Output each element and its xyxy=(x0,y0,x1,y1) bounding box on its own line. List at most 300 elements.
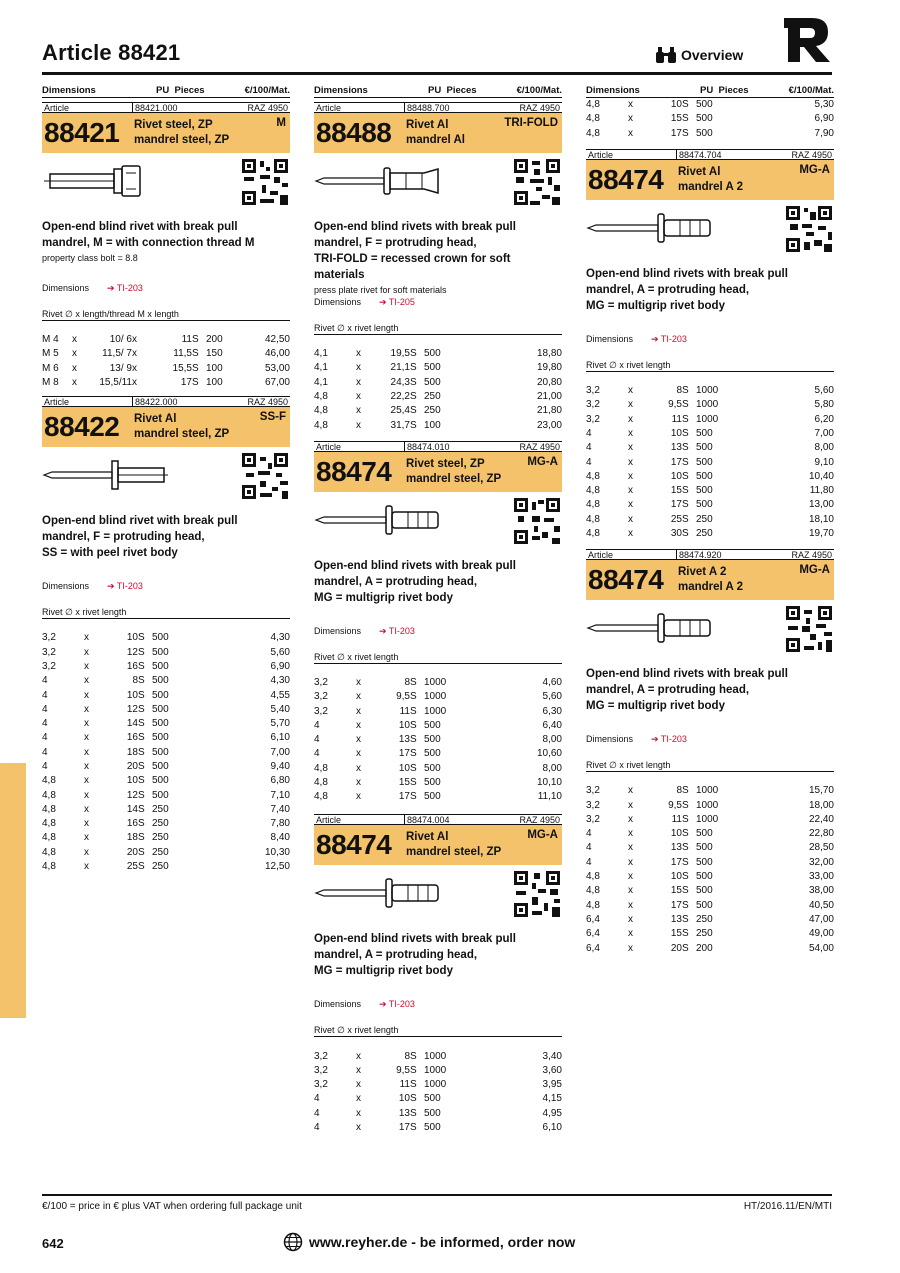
table-cell: 500 xyxy=(696,99,713,111)
table-cell: 4,8 xyxy=(314,777,328,788)
table-cell: 4,8 xyxy=(314,419,328,431)
table-cell: 7,80 xyxy=(270,818,290,830)
table-cell: 4 xyxy=(42,732,48,744)
table-cell: S xyxy=(682,928,689,940)
ti-link[interactable]: ➔ TI-203 xyxy=(379,625,415,636)
table-cell: 8,40 xyxy=(270,832,290,844)
table-row xyxy=(314,762,562,776)
table-cell: S xyxy=(410,1107,417,1119)
table-cell: S xyxy=(138,832,145,844)
table-cell: 4,8 xyxy=(42,832,56,844)
table-cell: x xyxy=(84,675,89,687)
article-number: 88488 xyxy=(316,117,392,148)
table-cell: 3,2 xyxy=(586,413,600,425)
ti-link[interactable]: ➔ TI-203 xyxy=(651,333,687,344)
table-cell: S xyxy=(138,761,145,772)
table-cell: 11,5/ 7 xyxy=(102,348,132,360)
table-cell: x xyxy=(628,913,633,925)
table-cell: 5,80 xyxy=(814,399,834,411)
table-cell: 500 xyxy=(424,1122,441,1134)
table-cell: S xyxy=(138,718,145,730)
table-cell: S xyxy=(682,442,689,454)
table-cell: 4 xyxy=(586,427,592,439)
table-cell: 32,00 xyxy=(808,856,834,868)
table-row xyxy=(586,884,834,898)
article-band: 88474 Rivet Al mandrel A 2 MG-A xyxy=(586,160,834,200)
table-row xyxy=(586,484,834,498)
column-1 xyxy=(42,84,290,874)
table-cell: S xyxy=(682,799,689,811)
table-cell: 11 xyxy=(399,705,410,717)
table-cell: 4,8 xyxy=(586,470,600,482)
article-number: 88421 xyxy=(44,117,120,148)
table-cell: x xyxy=(628,413,633,425)
table-cell: x xyxy=(356,719,361,731)
table-cell: 500 xyxy=(696,127,713,139)
table-cell: 10/ 6 xyxy=(109,334,132,346)
article-code: MG-A xyxy=(799,564,830,577)
table-cell: 4,30 xyxy=(270,632,290,644)
qr-code-icon xyxy=(786,206,832,252)
table-cell: 15,5 xyxy=(172,362,192,374)
table-cell: 500 xyxy=(424,734,441,746)
table-cell: 8,00 xyxy=(542,734,562,746)
table-cell: x xyxy=(628,99,633,111)
column-header: Dimensions PU Pieces €/100/Mat. xyxy=(314,85,562,96)
table-row xyxy=(586,941,834,955)
table-cell: S xyxy=(682,399,689,411)
table-cell: 31,7 xyxy=(390,419,410,431)
multigrip-rivet-icon xyxy=(586,208,726,248)
table-row xyxy=(586,527,834,541)
table-cell: x xyxy=(84,746,89,758)
table-cell: 3,95 xyxy=(542,1079,562,1091)
table-cell: S xyxy=(682,856,689,868)
article-line: Article 88421.000 RAZ 4950 xyxy=(44,103,288,113)
table-cell: 3,2 xyxy=(314,705,328,717)
table-cell: 3,2 xyxy=(314,691,328,703)
table-cell: S xyxy=(410,391,417,403)
table-cell: 4,1 xyxy=(314,362,328,374)
table-cell: S xyxy=(410,1079,417,1091)
table-cell: 47,00 xyxy=(808,913,834,925)
table-cell: 4 xyxy=(586,442,592,454)
table-cell: S xyxy=(192,362,199,374)
table-cell: 3,2 xyxy=(314,676,328,688)
overview-link[interactable] xyxy=(655,47,743,63)
table-cell: 8 xyxy=(404,1050,410,1062)
table-subheader: Rivet ∅ x rivet length xyxy=(314,1025,562,1037)
article-band: 88474 Rivet Al mandrel steel, ZP MG-A xyxy=(314,825,562,865)
table-row xyxy=(42,631,290,645)
table-cell: 18 xyxy=(126,746,138,758)
table-cell: 500 xyxy=(424,719,441,731)
table-cell: 250 xyxy=(152,803,169,815)
table-cell: 9,5 xyxy=(668,399,682,411)
table-row xyxy=(42,376,290,390)
table-cell: 500 xyxy=(152,775,169,787)
table-cell: 11 xyxy=(671,813,682,825)
table-cell: 250 xyxy=(696,528,713,539)
table-row xyxy=(42,333,290,347)
table-cell: 7,00 xyxy=(814,427,834,439)
table-cell: S xyxy=(138,846,145,858)
table-cell: S xyxy=(682,427,689,439)
table-cell: 5,40 xyxy=(270,703,290,715)
table-cell: 4 xyxy=(314,719,320,731)
table-cell: 11 xyxy=(399,1079,410,1091)
table-cell: S xyxy=(682,842,689,854)
table-cell: 21,1 xyxy=(390,362,410,374)
table-cell: x xyxy=(628,942,633,954)
table-row xyxy=(42,760,290,774)
table-cell: 500 xyxy=(696,427,713,439)
table-row xyxy=(586,470,834,484)
table-cell: 5,60 xyxy=(542,691,562,703)
table-cell: S xyxy=(138,818,145,830)
table-cell: S xyxy=(138,660,145,672)
table-cell: S xyxy=(410,1093,417,1105)
table-cell: S xyxy=(410,362,417,374)
table-cell: S xyxy=(410,791,417,803)
article-line: Article 88474.920 RAZ 4950 xyxy=(588,550,832,561)
table-cell: 12 xyxy=(126,703,138,715)
table-cell: 11,5 xyxy=(173,348,192,360)
table-cell: x xyxy=(72,377,77,389)
table-cell: S xyxy=(410,376,417,388)
table-cell: 4 xyxy=(314,748,320,760)
table-cell: x xyxy=(628,856,633,868)
threaded-rivet-icon xyxy=(42,161,172,201)
table-row xyxy=(42,774,290,788)
article-band: 88474 Rivet A 2 mandrel A 2 MG-A xyxy=(586,560,834,600)
table-cell: 250 xyxy=(696,513,713,525)
table-cell: 54,00 xyxy=(808,942,834,954)
article-block-88421 xyxy=(42,102,290,390)
table-cell: 22,40 xyxy=(808,813,834,825)
table-cell: 500 xyxy=(696,499,713,511)
article-block-88422 xyxy=(42,396,290,874)
table-cell: 6,80 xyxy=(270,775,290,787)
product-description: Open-end blind rivet with break pull mandrel, M = with connection thread M xyxy=(42,221,255,249)
table-cell: 22,2 xyxy=(390,391,410,403)
table-row xyxy=(314,1049,562,1063)
table-cell: S xyxy=(682,871,689,883)
table-cell: 13,00 xyxy=(808,499,834,511)
table-cell: x xyxy=(84,703,89,715)
dimensions-ref: Dimensions ➔ TI-203 xyxy=(314,625,415,636)
table-cell: 6,10 xyxy=(270,732,290,744)
table-cell: x xyxy=(356,748,361,760)
table-cell: x xyxy=(132,377,137,389)
table-cell: 4,1 xyxy=(314,348,328,360)
table-cell: 6,10 xyxy=(542,1122,562,1134)
table-cell: 500 xyxy=(152,660,169,672)
table-cell: S xyxy=(682,528,689,539)
table-cell: x xyxy=(628,528,633,539)
table-cell: x xyxy=(84,689,89,701)
table-cell: 500 xyxy=(152,732,169,744)
table-cell: 10,40 xyxy=(808,470,834,482)
table-cell: 5,60 xyxy=(814,385,834,397)
table-row xyxy=(586,927,834,941)
table-cell: 4,8 xyxy=(314,391,328,403)
table-cell: 250 xyxy=(152,846,169,858)
table-row xyxy=(314,1107,562,1121)
table-cell: S xyxy=(138,803,145,815)
table-cell: 42,50 xyxy=(264,334,290,346)
table-cell: x xyxy=(628,828,633,840)
table-row xyxy=(586,827,834,841)
table-row xyxy=(42,717,290,731)
table-cell: 14 xyxy=(126,803,138,815)
table-cell: 4 xyxy=(42,689,48,701)
table-row xyxy=(314,790,562,804)
article-block-88488 xyxy=(314,102,562,433)
table-cell: x xyxy=(84,660,89,672)
table-cell: 500 xyxy=(696,456,713,468)
table-subheader: Rivet ∅ x rivet length xyxy=(314,323,562,335)
table-cell: 11 xyxy=(671,413,682,425)
table-row xyxy=(42,803,290,817)
table-cell: S xyxy=(682,413,689,425)
table-cell: 10,60 xyxy=(536,748,562,760)
table-cell: 18,00 xyxy=(808,799,834,811)
table-cell: 9,5 xyxy=(396,691,410,703)
table-cell: S xyxy=(138,789,145,801)
table-cell: x xyxy=(132,362,137,374)
product-figure xyxy=(586,200,834,258)
qr-code-icon xyxy=(786,606,832,652)
table-cell: 4,8 xyxy=(586,885,600,897)
table-cell: x xyxy=(356,691,361,703)
table-cell: 12 xyxy=(126,646,138,658)
article-band: 88422 Rivet Al mandrel steel, ZP SS-F xyxy=(42,407,290,447)
table-cell: S xyxy=(682,913,689,925)
table-cell: 18,80 xyxy=(536,348,562,360)
table-cell: 20,80 xyxy=(536,376,562,388)
table-cell: 4,30 xyxy=(270,675,290,687)
table-cell: S xyxy=(410,777,417,788)
table-cell: 4,8 xyxy=(42,861,56,873)
table-cell: 500 xyxy=(424,1093,441,1105)
column-header: Dimensions PU Pieces €/100/Mat. xyxy=(586,85,834,96)
table-cell: S xyxy=(682,99,689,111)
table-cell: 33,00 xyxy=(808,871,834,883)
table-cell: x xyxy=(628,485,633,497)
table-cell: 46,00 xyxy=(264,348,290,360)
table-cell: 500 xyxy=(696,856,713,868)
table-cell: 15 xyxy=(670,485,682,497)
table-cell: 15 xyxy=(670,885,682,897)
table-cell: x xyxy=(356,348,361,360)
table-cell: S xyxy=(192,377,199,389)
table-cell: S xyxy=(138,861,145,873)
table-cell: M 4 xyxy=(42,334,59,346)
article-line: Article 88488.700 RAZ 4950 xyxy=(316,103,560,113)
table-cell: 4,8 xyxy=(586,871,600,883)
table-cell: M 5 xyxy=(42,348,59,360)
table-row xyxy=(42,731,290,745)
ti-link[interactable]: ➔ TI-203 xyxy=(379,999,415,1010)
table-cell: 4 xyxy=(586,456,592,468)
table-cell: 17 xyxy=(180,377,192,389)
table-cell: 4 xyxy=(586,842,592,854)
table-cell: x xyxy=(84,789,89,801)
table-cell: x xyxy=(84,632,89,644)
multigrip-rivet-icon xyxy=(314,500,454,540)
table-cell: 8 xyxy=(132,675,138,687)
ti-link[interactable]: ➔ TI-203 xyxy=(107,283,143,293)
table-cell: 3,40 xyxy=(542,1050,562,1062)
table-cell: 19,70 xyxy=(808,528,834,539)
table-cell: 38,00 xyxy=(808,885,834,897)
table-cell: x xyxy=(628,513,633,525)
table-row xyxy=(42,746,290,760)
table-cell: 500 xyxy=(696,899,713,911)
table-cell: x xyxy=(132,334,137,346)
table-cell: 1000 xyxy=(696,813,719,825)
price-table xyxy=(586,784,834,956)
table-cell: 10 xyxy=(398,1093,410,1105)
table-cell: 4,8 xyxy=(586,528,600,539)
table-row xyxy=(586,913,834,927)
table-row xyxy=(314,1078,562,1092)
table-cell: 9,5 xyxy=(668,799,682,811)
table-cell: 500 xyxy=(696,442,713,454)
table-cell: x xyxy=(628,127,633,139)
table-cell: S xyxy=(410,405,417,417)
table-cell: S xyxy=(682,899,689,911)
table-cell: 16 xyxy=(126,818,138,830)
table-cell: 3,2 xyxy=(586,799,600,811)
table-cell: 1000 xyxy=(424,1064,447,1076)
table-cell: S xyxy=(192,334,199,346)
article-block-88474-010 xyxy=(314,441,562,805)
table-cell: 10 xyxy=(670,470,682,482)
table-cell: 3,2 xyxy=(314,1064,328,1076)
table-cell: 17 xyxy=(398,748,410,760)
footer-rule xyxy=(42,1194,832,1196)
table-cell: 18 xyxy=(126,832,138,844)
dimensions-ref: Dimensions ➔ TI-203 xyxy=(42,581,143,592)
table-cell: 8 xyxy=(676,785,682,797)
table-cell: S xyxy=(682,127,689,139)
product-description: Open-end blind rivets with break pull mandrel, A = protruding head, MG = multigrip rivet body xyxy=(314,559,516,604)
table-cell: 500 xyxy=(696,871,713,883)
table-row xyxy=(586,798,834,812)
article-number: 88474 xyxy=(316,455,392,487)
table-cell: 500 xyxy=(152,761,169,772)
table-cell: 28,50 xyxy=(808,842,834,854)
table-row xyxy=(42,788,290,802)
table-cell: S xyxy=(138,689,145,701)
table-cell: x xyxy=(356,1064,361,1076)
table-cell: 10 xyxy=(670,871,682,883)
table-cell: 500 xyxy=(424,348,441,360)
table-cell: 1000 xyxy=(424,1079,447,1091)
table-cell: x xyxy=(628,885,633,897)
table-cell: 17 xyxy=(670,456,682,468)
table-cell: 5,70 xyxy=(270,718,290,730)
table-cell: 500 xyxy=(424,362,441,374)
table-cell: 10 xyxy=(398,719,410,731)
dimensions-ref: Dimensions ➔ TI-203 xyxy=(586,734,687,745)
article-band: 88421 Rivet steel, ZP mandrel steel, ZP M xyxy=(42,113,290,153)
table-cell: 500 xyxy=(152,689,169,701)
table-cell: x xyxy=(84,803,89,815)
trifold-rivet-icon xyxy=(314,161,454,201)
table-cell: S xyxy=(682,485,689,497)
table-cell: 9,10 xyxy=(814,456,834,468)
table-cell: S xyxy=(682,113,689,125)
table-cell: 15,5/11 xyxy=(99,377,132,389)
ti-link[interactable]: ➔ TI-203 xyxy=(651,734,687,745)
table-cell: 500 xyxy=(152,675,169,687)
price-table xyxy=(586,384,834,541)
table-cell: x xyxy=(84,818,89,830)
binoculars-icon xyxy=(655,47,677,63)
table-cell: 10 xyxy=(126,775,138,787)
table-cell: 500 xyxy=(152,703,169,715)
table-cell: 4 xyxy=(314,734,320,746)
table-cell: x xyxy=(356,1050,361,1062)
table-cell: x xyxy=(356,734,361,746)
table-cell: S xyxy=(682,813,689,825)
table-cell: 4 xyxy=(586,828,592,840)
table-cell: x xyxy=(356,791,361,803)
table-row xyxy=(586,498,834,512)
table-cell: 15 xyxy=(670,928,682,940)
website-label: www.reyher.de - be informed, order now xyxy=(309,1234,576,1250)
table-cell: 500 xyxy=(424,1107,441,1119)
table-row xyxy=(314,747,562,761)
table-cell: 4,60 xyxy=(542,676,562,688)
table-cell: 250 xyxy=(152,818,169,830)
column-2 xyxy=(314,84,562,1135)
table-cell: 12 xyxy=(126,789,138,801)
table-row xyxy=(586,384,834,398)
table-cell: S xyxy=(138,646,145,658)
footer-code: HT/2016.11/EN/MTI xyxy=(743,1201,832,1212)
table-cell: S xyxy=(682,942,689,954)
table-cell: 17 xyxy=(670,856,682,868)
ti-link[interactable]: ➔ TI-205 xyxy=(379,297,415,307)
table-row xyxy=(42,645,290,659)
table-row xyxy=(314,676,562,690)
table-cell: 500 xyxy=(696,842,713,854)
table-cell: x xyxy=(628,470,633,482)
table-cell: 4,8 xyxy=(586,127,600,139)
table-cell: x xyxy=(356,391,361,403)
title-rule xyxy=(42,72,832,75)
table-cell: 21,80 xyxy=(536,405,562,417)
table-cell: 500 xyxy=(696,113,713,125)
table-cell: x xyxy=(628,399,633,411)
article-band: 88488 Rivet Al mandrel Al TRI-FOLD xyxy=(314,113,562,153)
table-row xyxy=(314,418,562,432)
ti-link[interactable]: ➔ TI-203 xyxy=(107,581,143,592)
table-row xyxy=(314,1092,562,1106)
table-cell: S xyxy=(682,470,689,482)
product-description: Open-end blind rivets with break pull mandrel, A = protruding head, MG = multigrip rivet body xyxy=(586,668,788,713)
table-cell: 17 xyxy=(670,127,682,139)
article-block-88474-004 xyxy=(314,814,562,1135)
table-row xyxy=(314,404,562,418)
table-cell: 4 xyxy=(314,1107,320,1119)
table-cell: S xyxy=(410,719,417,731)
website-link[interactable] xyxy=(283,1232,575,1252)
